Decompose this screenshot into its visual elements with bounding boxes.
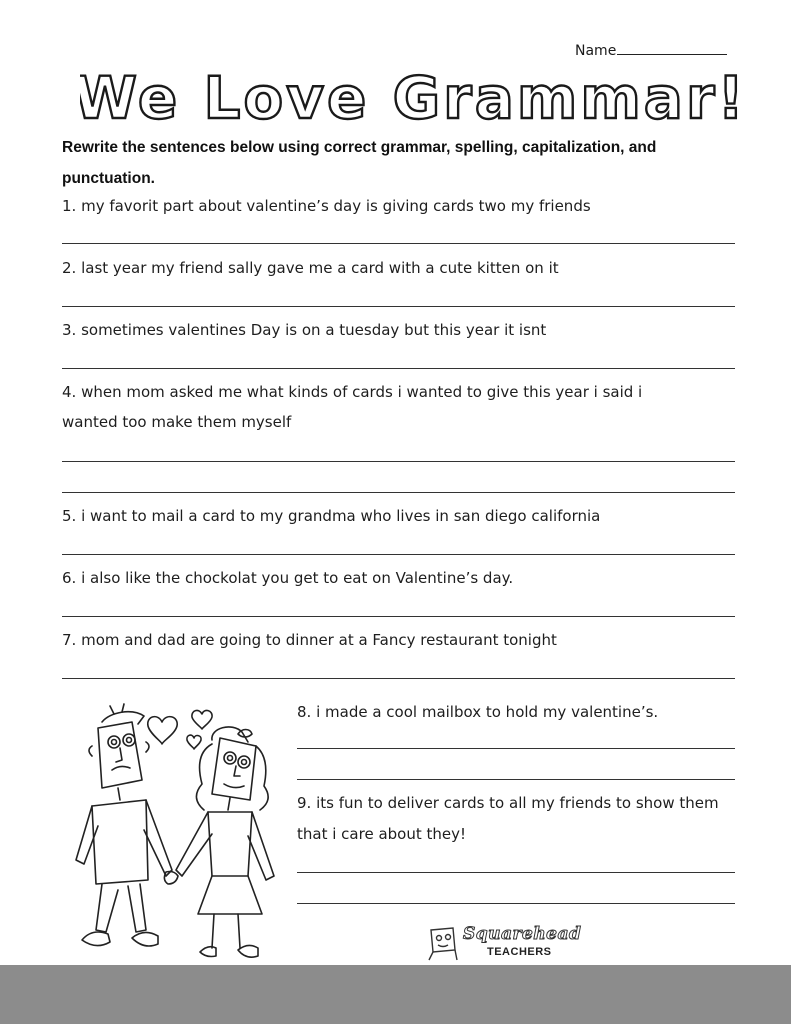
name-label: Name <box>575 43 617 59</box>
answer-line-8b[interactable] <box>297 779 735 780</box>
question-9-continued: that i care about they! <box>297 825 466 843</box>
question-4: 4. when mom asked me what kinds of cards i wanted to give this year i said i <box>62 383 643 401</box>
answer-line-9a[interactable] <box>297 872 735 873</box>
answer-line-1[interactable] <box>62 243 735 244</box>
question-5: 5. i want to mail a card to my grandma who lives in san diego california <box>62 507 601 525</box>
question-2: 2. last year my friend sally gave me a card with a cute kitten on it <box>62 259 559 277</box>
answer-line-4a[interactable] <box>62 461 735 462</box>
question-7: 7. mom and dad are going to dinner at a Fancy restaurant tonight <box>62 631 557 649</box>
name-field[interactable] <box>575 40 727 59</box>
squarehead-teachers-logo <box>425 922 595 964</box>
answer-line-6[interactable] <box>62 616 735 617</box>
question-9: 9. its fun to deliver cards to all my friends to show them <box>297 794 719 812</box>
answer-line-3[interactable] <box>62 368 735 369</box>
heart-icon <box>187 735 201 749</box>
logo-sub-text: TEACHERS <box>487 946 552 958</box>
question-3: 3. sometimes valentines Day is on a tuesday but this year it isnt <box>62 321 547 339</box>
footer-gray-band <box>0 965 791 1024</box>
answer-line-5[interactable] <box>62 554 735 555</box>
question-8: 8. i made a cool mailbox to hold my valentine’s. <box>297 703 659 721</box>
title-outline-art <box>80 62 740 130</box>
answer-line-2[interactable] <box>62 306 735 307</box>
kids-holding-hands-illustration <box>62 700 292 965</box>
logo-brand-text: Squarehead <box>463 924 582 944</box>
page-title: We Love Grammar! <box>80 64 740 130</box>
question-1: 1. my favorit part about valentine’s day is giving cards two my friends <box>62 197 591 215</box>
answer-line-8a[interactable] <box>297 748 735 749</box>
instructions: Rewrite the sentences below using correct grammar, spelling, capitalization, and punctuation. <box>62 139 657 187</box>
heart-icon <box>148 717 177 744</box>
question-6: 6. i also like the chockolat you get to eat on Valentine’s day. <box>62 569 514 587</box>
answer-line-4b[interactable] <box>62 492 735 493</box>
heart-icon <box>192 710 212 729</box>
answer-line-7[interactable] <box>62 678 735 679</box>
question-4-continued: wanted too make them myself <box>62 413 292 431</box>
name-blank[interactable] <box>617 40 727 55</box>
squarehead-mascot-icon <box>425 922 461 962</box>
title-banner <box>80 62 740 130</box>
answer-line-9b[interactable] <box>297 903 735 904</box>
